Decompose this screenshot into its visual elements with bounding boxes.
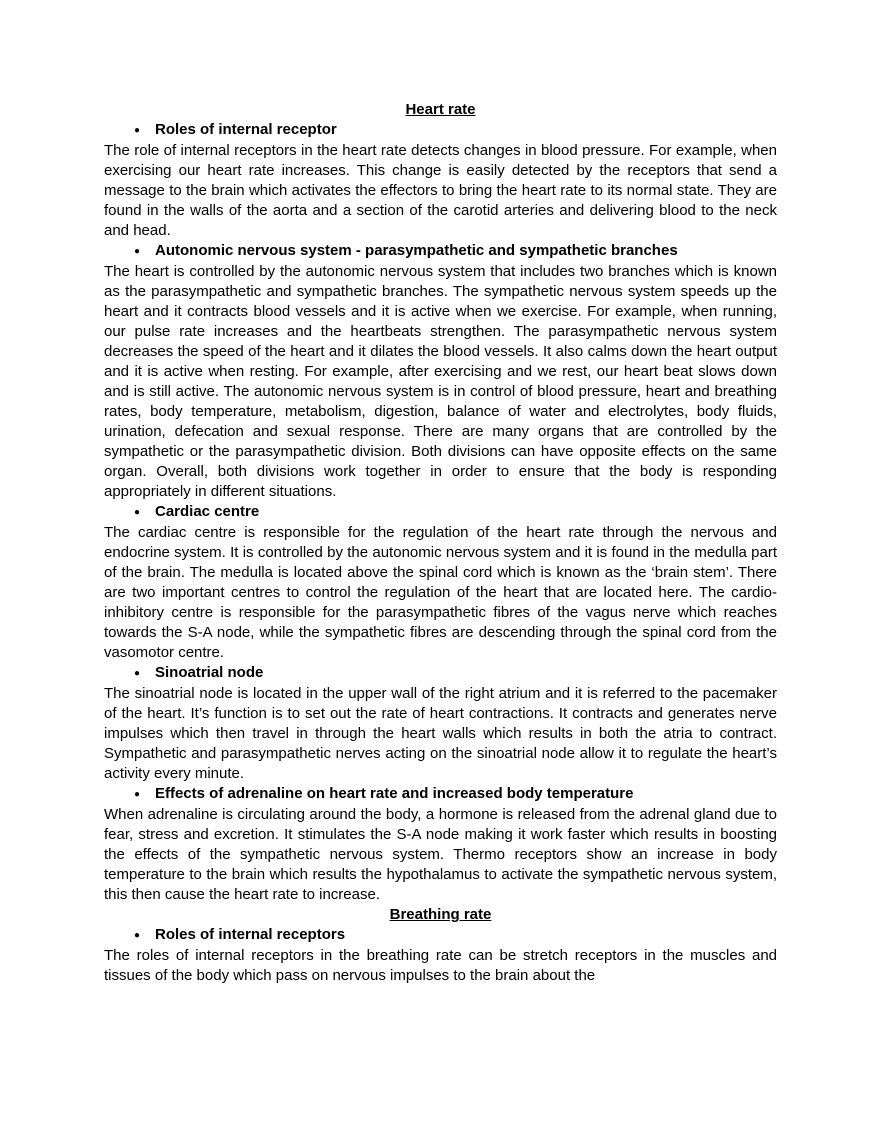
bullet-title: Sinoatrial node (155, 664, 264, 681)
paragraph-sinoatrial-node: The sinoatrial node is located in the upper wall of the right atrium and it is referred to the pacemaker of the heart. It’s function is to set out the rate of heart contractions. It contracts and generates nerve impulses which then travel in through the heart walls which results in both the atria to contract. Sympathetic and parasympathetic nerves acting on the sinoatrial node allow it to regulate the heart’s activity every minute. (104, 685, 777, 782)
bullet-heading-effects-of-adrenaline (104, 784, 777, 805)
section-heading-heart-rate-text: Heart rate (405, 101, 476, 118)
paragraph-cardiac-centre: The cardiac centre is responsible for the regulation of the heart rate through the nervous and endocrine system. It is controlled by the autonomic nervous system and it is found in the medulla part of the brain. The medulla is located above the spinal cord which is known as the ‘brain stem’. There are two important centres to control the regulation of the heart that are located here. The cardio-inhibitory centre is responsible for the parasympathetic fibres of the vagus nerve which reaches towards the S-A node, while the sympathetic fibres are descending through the spinal cord from the vasomotor centre. (104, 524, 777, 661)
bullet-icon: ● (134, 789, 141, 800)
bullet-title: Cardiac centre (155, 503, 260, 520)
paragraph-roles-internal-receptor: The role of internal receptors in the heart rate detects changes in blood pressure. For example, when exercising our heart rate increases. This change is easily detected by the receptors that send a message to the brain which activates the effectors to bring the heart rate to its normal state. They are found in the walls of the aorta and a section of the carotid arteries and delivering blood to the neck and head. (104, 142, 777, 239)
section-heading-breathing-rate (104, 905, 777, 925)
bullet-title: Roles of internal receptor (155, 121, 337, 138)
bullet-heading-cardiac-centre (104, 502, 777, 523)
bullet-heading-roles-internal-receptors-breathing (104, 925, 777, 946)
bullet-heading-autonomic-nervous-system (104, 241, 777, 262)
bullet-title: Roles of internal receptors (155, 926, 346, 943)
section-heading-heart-rate (104, 100, 777, 120)
paragraph-effects-of-adrenaline: When adrenaline is circulating around the body, a hormone is released from the adrenal gland due to fear, stress and excretion. It stimulates the S-A node making it work faster which results in boosting the effects of the sympathetic nervous system. Thermo receptors show an increase in body temperature to the brain which results the hypothalamus to activate the sympathetic nervous system, this then cause the heart rate to increase. (104, 806, 777, 903)
paragraph-roles-internal-receptors-breathing: The roles of internal receptors in the breathing rate can be stretch receptors in the muscles and tissues of the body which pass on nervous impulses to the brain about the (104, 947, 777, 984)
bullet-icon: ● (134, 246, 141, 257)
bullet-icon: ● (134, 507, 141, 518)
section-heading-breathing-rate-text: Breathing rate (389, 906, 492, 923)
bullet-heading-sinoatrial-node (104, 663, 777, 684)
bullet-icon: ● (134, 125, 141, 136)
bullet-heading-roles-internal-receptor (104, 120, 777, 141)
paragraph-autonomic-nervous-system: The heart is controlled by the autonomic nervous system that includes two branches which is known as the parasympathetic and sympathetic branches. The sympathetic nervous system speeds up the heart and it contracts blood vessels and it is active when we exercise. For example, when running, our pulse rate increases and the heartbeats strengthen. The parasympathetic nervous system decreases the speed of the heart and it dilates the blood vessels. It also calms down the heart output and it is active when resting. For example, after exercising and we rest, our heart beat slows down and is still active. The autonomic nervous system is in control of blood pressure, heart and breathing rates, body temperature, metabolism, digestion, balance of water and electrolytes, body fluids, urination, defecation and sexual response. There are many organs that are controlled by the sympathetic or the parasympathetic division. Both divisions can have opposite effects on the same organ. Overall, both divisions work together in order to ensure that the body is responding appropriately in different situations. (104, 263, 777, 500)
bullet-title: Effects of adrenaline on heart rate and increased body temperature (155, 785, 634, 802)
bullet-icon: ● (134, 668, 141, 679)
bullet-icon: ● (134, 930, 141, 941)
bullet-title: Autonomic nervous system - parasympathetic and sympathetic branches (155, 242, 678, 259)
